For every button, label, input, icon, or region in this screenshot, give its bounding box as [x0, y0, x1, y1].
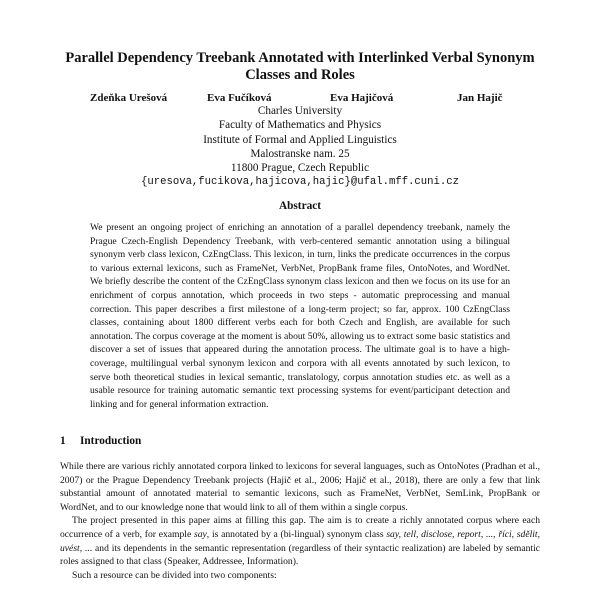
section-body: [60, 460, 540, 582]
author-emails: {uresova,fucikova,hajicova,hajic}@ufal.mff.cuni.cz: [141, 176, 459, 189]
affiliation-block: [0, 104, 600, 190]
affiliation-line: Institute of Formal and Applied Linguistics: [203, 133, 397, 146]
synonym-class-example: say, tell, disclose, report, ..., říci, sdělit, uvést, ..: [60, 528, 540, 554]
affiliation-line: Malostranske nam. 25: [250, 147, 350, 160]
author-name: Eva Fučíková: [207, 92, 272, 104]
author-name: Eva Hajičová: [330, 92, 394, 104]
example-verb: say: [194, 528, 207, 540]
affiliation-line: Faculty of Mathematics and Physics: [218, 119, 382, 132]
section-heading: [60, 435, 141, 447]
paragraph: Such a resource can be divided into two components:: [72, 569, 277, 581]
paragraph: While there are various richly annotated corpora linked to lexicons for several languages, such as OntoNotes (Pradhan et al., 2007) or the Prague Dependency Treebank projects (Hajič et al., 2006; Hajič et al., 2018), there are only a few that link substantial amount of annotated material to semantic lexicons, such as FrameNet, VerbNet, SemLink, PropBank or WordNet, and to our knowledge none that would link to all of them within a single corpus.: [60, 461, 540, 513]
affiliation-line: Charles University: [257, 105, 343, 117]
section-number: 1: [60, 435, 66, 447]
paragraph: The project presented in this paper aims at filling this gap. The aim is to create a richly annotated corpus where each occurrence of a verb, for example say, is annotated by a (bi-lingual) synonym class say, tell, disclose, report, ..., říci, sdělit, uvést, ... and its dependents in the semantic representation (regardless of their syntactic realization) are labeled by semantic roles assigned to that class (Speaker, Addressee, Information).: [60, 515, 540, 568]
paper-title: Parallel Dependency Treebank Annotated with Interlinked Verbal Synonym Classes and Roles: [65, 50, 535, 83]
section-title: Introduction: [80, 435, 142, 447]
abstract-text: We present an ongoing project of enriching an annotation of a parallel dependency treebank, namely the Prague Czech-English Dependency Treebank, with verb-centered semantic annotation using a bilingual synonym verb class lexicon, CzEngClass. This lexicon, in turn, links the predicate occurrences in the corpus to various external lexicons, such as FrameNet, VerbNet, PropBank frame files, OntoNotes, and WordNet. We briefly describe the content of the CzEngClass synonym class lexicon and then we focus on its use for an enrichment of corpus annotation, which proceeds in two steps - automatic preprocessing and manual correction. This paper describes a first milestone of a long-term project; so far, approx. 100 CzEngClass classes, containing about 1800 different verbs each for both Czech and English, are available for such annotation. The corpus coverage at the moment is about 50%, allowing us to extract some basic statistics and discover a set of issues that appeared during the annotation process. The ultimate goal is to have a high-coverage, multilingual verbal synonym lexicon and corpora with all events annotated by such lexicon, to serve both theoretical studies in lexical semantic, translatology, corpus annotation studies etc. as well as a usable resource for training automatic semantic text processing systems for event/participant detection and linking and for general information extraction.: [90, 222, 510, 410]
affiliation-line: 11800 Prague, Czech Republic: [230, 162, 370, 175]
author-name: Jan Hajič: [457, 92, 503, 104]
author-name: Zdeňka Urešová: [90, 92, 168, 104]
abstract-heading: Abstract: [278, 200, 322, 212]
